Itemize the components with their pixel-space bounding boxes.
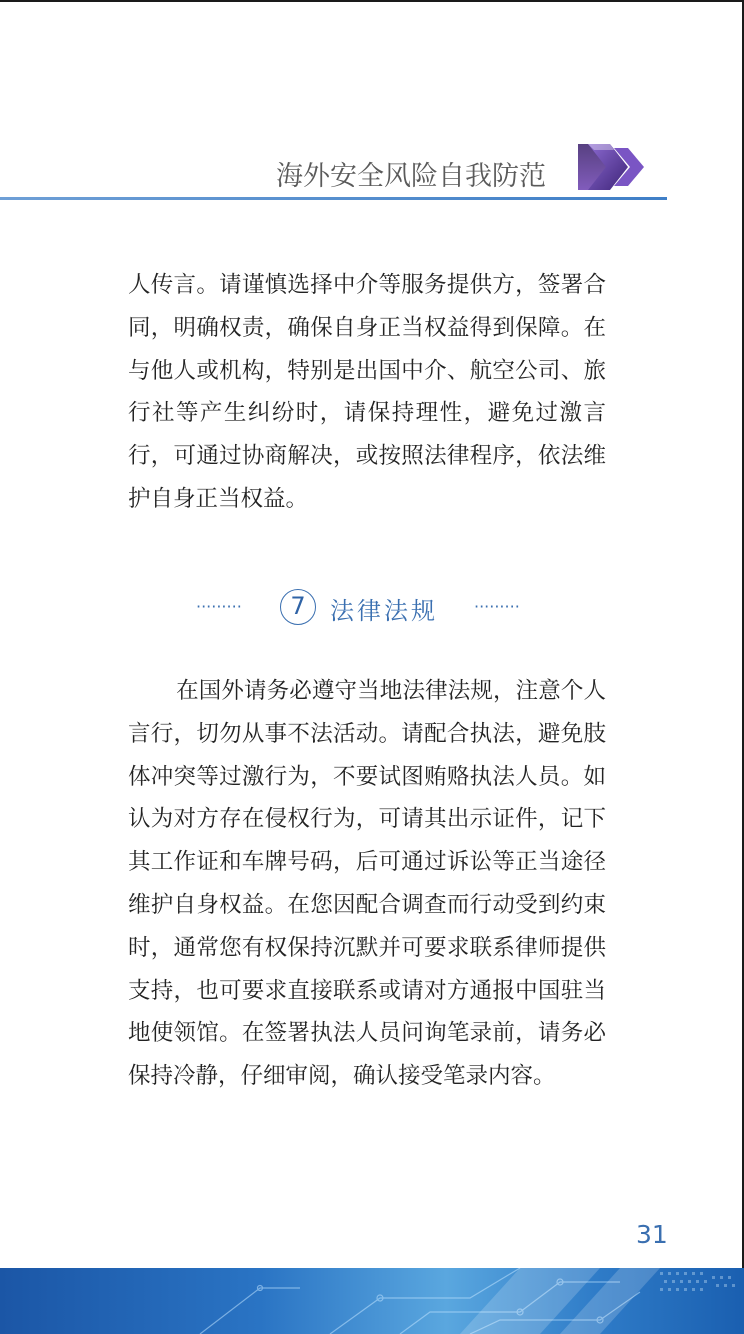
footer-decorative-band [0, 1268, 744, 1334]
heading-dots-right: ········· [474, 597, 520, 616]
page-number: 31 [636, 1220, 668, 1249]
body-paragraph-1: 人传言。请谨慎选择中介等服务提供方，签署合同，明确权责，确保自身正当权益得到保障。在与他人或机构，特别是出国中介、航空公司、旅行社等产生纠纷时，请保持理性，避免过激言行，可通过协商解决，或按照法律程序，依法维护自身正当权益。 [128, 272, 606, 512]
section-number-badge: 7 [280, 589, 316, 625]
running-header-title: 海外安全风险自我防范 [276, 161, 546, 192]
double-chevron-right-icon [574, 134, 650, 198]
section-title: 法律法规 [330, 597, 438, 625]
header-divider [0, 197, 667, 200]
heading-dots-left: ········· [196, 597, 242, 616]
body-paragraph-2 [128, 670, 606, 1098]
body-paragraph-2-text: 在国外请务必遵守当地法律法规，注意个人言行，切勿从事不法活动。请配合执法，避免肢体冲突等过激行为，不要试图贿赂执法人员。如认为对方存在侵权行为，可请其出示证件，记下其工作证和车牌号码，后可通过诉讼等正当途径维护自身权益。在您因配合调查而行动受到约束时，通常您有权保持沉默并可要求联系律师提供支持，也可要求直接联系或请对方通报中国驻当地使领馆。在签署执法人员问询笔录前，请务必保持冷静，仔细审阅，确认接受笔录内容。 [128, 678, 606, 1090]
section-heading [0, 587, 744, 629]
circuit-pattern-graphic [0, 1268, 744, 1334]
